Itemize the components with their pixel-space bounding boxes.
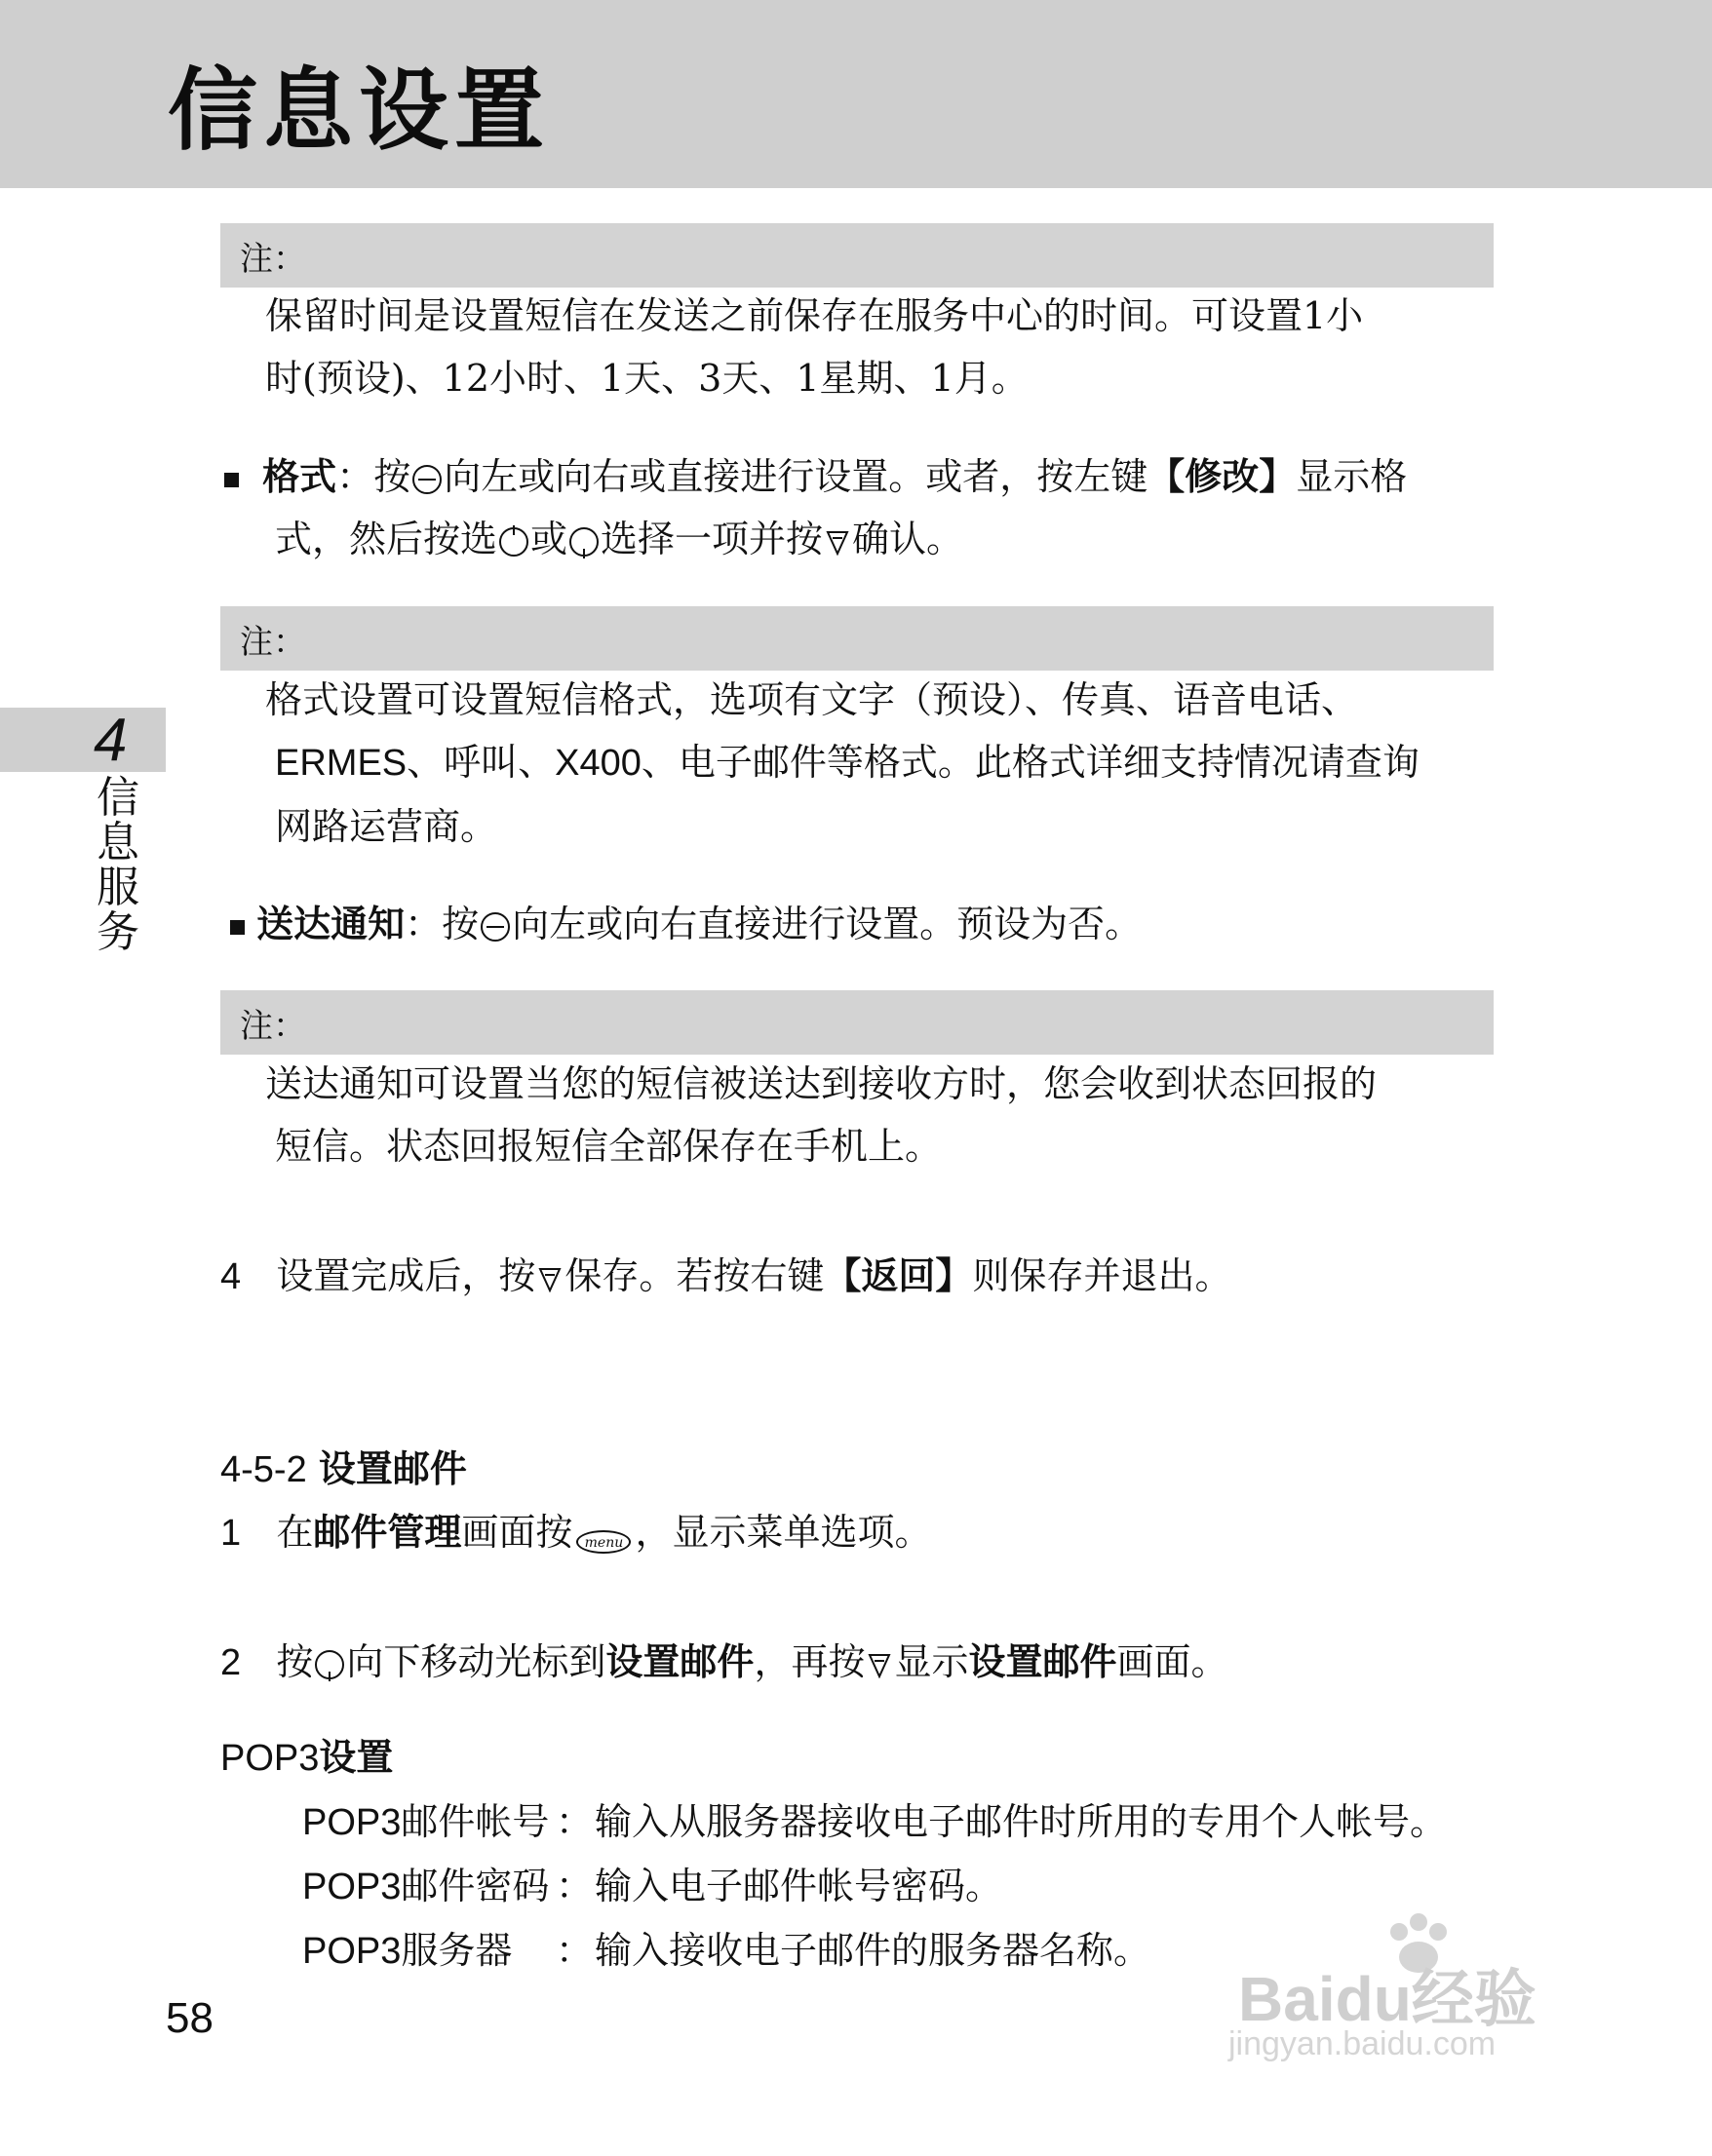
pop3-row: POP3邮件密码 ：输入电子邮件帐号密码。 [302,1865,1003,1907]
pop3-row: POP3邮件帐号 ：输入从服务器接收电子邮件时所用的专用个人帐号。 [302,1800,1448,1843]
watermark-brand: Baidu经验 [1238,1964,1537,2034]
note-label: 注： [240,623,306,662]
nav-down-icon [315,1650,344,1679]
nav-left-right-icon [412,465,442,494]
note-text: ERMES、呼叫、X400、电子邮件等格式。此格式详细支持情况请查询 [275,743,1420,784]
nav-down-icon [569,527,599,557]
page-title: 信息设置 [168,58,551,163]
section-heading: 4-5-2 设置邮件 [220,1446,467,1490]
bullet-icon [224,473,239,487]
note-bar [220,223,1494,288]
step-2: 2 按 向下移动光标到设置邮件，再按 显示设置邮件画面。 [220,1639,1228,1683]
chapter-number: 4 [94,707,128,774]
list-item-format-cont: 式，然后按选 或 选择一项并按 确认。 [275,518,964,560]
chapter-label: 信 息 服 务 [97,773,139,957]
chapter-tab [0,708,166,772]
note-text: 保留时间是设置短信在发送之前保存在服务中心的时间。可设置1小 [265,294,1364,337]
step-1: 1 在邮件管理画面按 menu ，显示菜单选项。 [220,1510,932,1554]
nav-left-right-icon [481,912,510,942]
ok-key-icon [538,1265,562,1292]
list-item-format: 格式：按 向左或向右或直接进行设置。或者，按左键【修改】显示格 [224,444,1407,509]
note-text: 送达通知可设置当您的短信被送达到接收方时，您会收到状态回报的 [265,1062,1378,1105]
page-number: 58 [166,1994,214,2042]
pop3-heading: POP3设置 [220,1735,394,1779]
watermark-url: jingyan.baidu.com [1228,2025,1497,2062]
note-bar [220,606,1494,671]
list-item-delivery: 送达通知：按 向左或向右直接进行设置。预设为否。 [230,892,1142,956]
note-text: 格式设置可设置短信格式，选项有文字（预设）、传真、语音电话、 [265,678,1359,721]
nav-up-icon [499,527,528,557]
bullet-icon [230,920,245,935]
note-label: 注： [240,240,306,279]
note-label: 注： [240,1007,306,1046]
step-4: 4 设置完成后，按 保存。若按右键【返回】则保存并退出。 [220,1253,1232,1297]
note-text: 时(预设)、12小时、1天、3天、1星期、1月。 [265,357,1029,400]
ok-key-icon [868,1651,891,1678]
note-bar [220,990,1494,1055]
watermark-logo [1219,1910,1609,2066]
note-text: 短信。状态回报短信全部保存在手机上。 [275,1125,943,1168]
menu-key-icon: menu [576,1530,631,1554]
ok-key-icon [826,528,849,556]
pop3-row: POP3服务器 ：输入接收电子邮件的服务器名称。 [302,1929,1151,1972]
note-text: 网路运营商。 [275,805,498,848]
